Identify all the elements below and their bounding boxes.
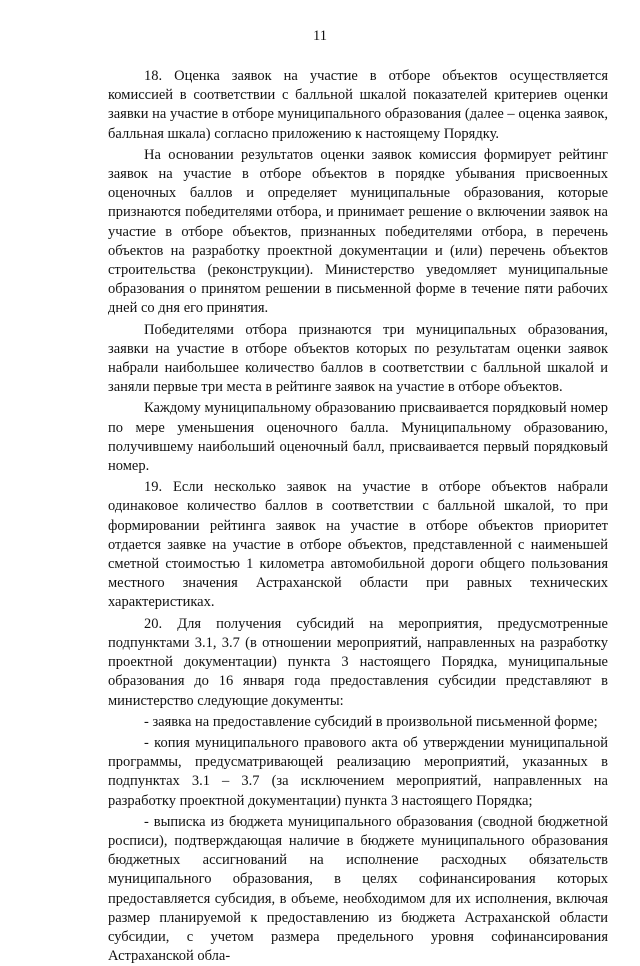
paragraph-winners: Победителями отбора признаются три муниципальных образования, заявки на участие в отборе объектов которых по результатам оценки заявок набрали наибольшее количество баллов в соответствии с балльной шкалой и заняли первые три места в рейтинге заявок на участие в отборе объектов. <box>108 321 608 396</box>
paragraph-18: 18. Оценка заявок на участие в отборе объектов осуществляется комиссией в соответствии с балльной шкалой показателей критериев оценки заявки на участие в отборе муниципального образования (далее – оценка заявок, балльная шкала) согласно приложению к настоящему Порядку. <box>108 68 608 142</box>
paragraph-rating: На основании результатов оценки заявок комиссия формирует рейтинг заявок на участие в отборе объектов в порядке убывания присвоенных оценочных баллов и определяет муниципальные образования, которые признаются победителями отбора, и принимает решение о включении заявок на участие в отборе объектов, признанных победителями отбора, в перечень объектов на разработку проектной документации и (или) перечень объектов строительства (реконструкции). Министерство уведомляет муниципальные образования о принятом решении в письменной форме в течение пяти рабочих дней со дня его принятия. <box>108 146 608 317</box>
list-item-application: - заявка на предоставление субсидий в произвольной письменной форме; <box>144 713 598 730</box>
paragraph-19: 19. Если несколько заявок на участие в отборе объектов набрали одинаковое количество баллов в соответствии с балльной шкалой, то при формировании рейтинга заявок на участие в отборе объектов приоритет отдается заявке на участие в отборе объектов, представленной с наименьшей сметной стоимостью 1 километра автомобильной дороги общего пользования местного значения Астраханской области при равных технических характеристиках. <box>108 479 608 611</box>
paragraph-ordinal-number: Каждому муниципальному образованию присваивается порядковый номер по мере уменьшения оценочного балла. Муниципальному образованию, получившему наибольший оценочный балл, присваивается первый порядковый номер. <box>108 400 608 475</box>
list-item-budget-extract: - выписка из бюджета муниципального образования (сводной бюджетной росписи), подтверждающая наличие в бюджете муниципального образования бюджетных ассигнований на исполнение расходных обязательств муниципального образования, в целях софинансирования которых предоставляется субсидия, в объеме, необходимом для их исполнения, включая размер планируемой к предоставлению из бюджета Астраханской области субсидии, с учетом размера предельного уровня софинансирования Астраханской обла- <box>108 813 608 965</box>
paragraph-20: 20. Для получения субсидий на мероприятия, предусмотренные подпунктами 3.1, 3.7 (в отношении мероприятий, направленных на разработку проектной документации) пункта 3 настоящего Порядка, муниципальные образования до 16 января года предоставления субсидии представляют в министерство следующие документы: <box>108 615 608 709</box>
document-body <box>108 67 608 966</box>
list-item-legal-act-copy: - копия муниципального правового акта об утверждении муниципальной программы, предусматривающей реализацию мероприятий, указанных в подпунктах 3.1 – 3.7 (за исключением мероприятий, направленных на разработку проектной документации) пункта 3 настоящего Порядка; <box>108 734 608 809</box>
page-number: 11 <box>313 28 327 44</box>
